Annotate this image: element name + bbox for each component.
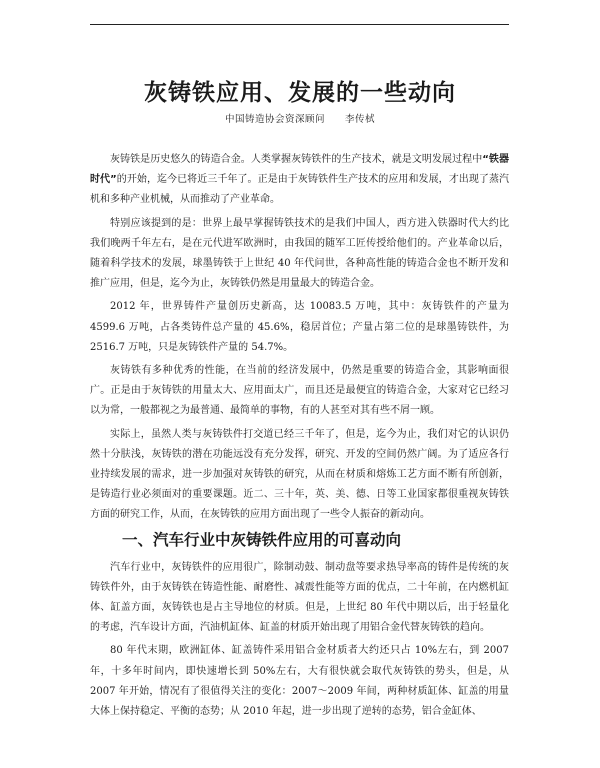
author-byline bbox=[0, 111, 600, 125]
header-rule bbox=[90, 24, 509, 25]
article-body bbox=[90, 150, 509, 725]
bold-term: “铁器时代” bbox=[90, 154, 509, 186]
paragraph-text: 的开始，迄今已将近三千年了。正是由于灰铸铁件生产技术的应用和发展，才出现了蒸汽机和多种产业机械，从而推动了产业革命。 bbox=[90, 174, 510, 206]
section-heading: 一、汽车行业中灰铸铁件应用的可喜动向 bbox=[122, 530, 402, 549]
paragraph-text: 灰铸铁是历史悠久的铸造合金。人类掌握灰铸铁件的生产技术，就是文明发展过程中 bbox=[110, 154, 483, 165]
author-name: 李传栻 bbox=[345, 114, 376, 125]
paragraph: 汽车行业中，灰铸铁件的应用很广，除制动鼓、制动盘等要求热导率高的铸件是传统的灰铸铁件外，由于灰铸铁在铸造性能、耐磨性、减震性能等方面的优点，二十年前，在内燃机缸体、缸盖方面，灰铸铁也是占主导地位的材质。但是，上世纪 80 年代中期以后，出于轻量化的考虑，汽车设计方面，汽油机缸体、缸盖的材质开始出现了用铝合金代替灰铸铁的趋向。 bbox=[90, 561, 509, 634]
paragraph: 特别应该提到的是：世界上最早掌握铸铁技术的是我们中国人，西方进入铁器时代大约比我们晚两千年左右，是在元代进军欧洲时，由我国的随军工匠传授给他们的。产业革命以后，随着科学技术的发展，球墨铸铁于上世纪 40 年代问世，各种高性能的铸造合金也不断开发和推广应用，但是，迄今为止，灰铸铁仍然是用量最大的铸造合金。 bbox=[90, 217, 509, 290]
paragraph: 2012 年，世界铸件产量创历史新高，达 10083.5 万吨，其中：灰铸铁件的产量为 4599.6 万吨，占各类铸件总产量的 45.6%，稳居首位；产量占第二位的是球墨铸铁件，为 2516.7 万吨，只是灰铸铁件产量的 54.7%。 bbox=[90, 301, 509, 353]
author-affiliation: 中国铸造协会资深顾问 bbox=[224, 114, 325, 125]
paragraph: 灰铸铁有多种优秀的性能，在当前的经济发展中，仍然是重要的铸造合金，其影响面很广。正是由于灰铸铁的用量太大、应用面太广，而且还是最便宜的铸造合金，大家对它已经习以为常，一般都视之为最普通、最简单的事物，有的人甚至对其有些不屑一顾。 bbox=[90, 365, 509, 417]
paragraph: 80 年代末期，欧洲缸体、缸盖铸件采用铝合金材质者大约还只占 10%左右，到 2007 年，十多年时间内，即快速增长到 50%左右，大有很快就会取代灰铸铁的势头，但是，从 2007 年开始，情况有了很值得关注的变化：2007～2009 年间，两种材质缸体、缸盖的用量大体上保持稳定、平衡的态势；从 2010 年起，进一步出现了逆转的态势，铝合金缸体、 bbox=[90, 645, 509, 718]
paragraph bbox=[90, 150, 509, 211]
document-title: 灰铸铁应用、发展的一些动向 bbox=[144, 80, 456, 106]
paragraph: 实际上，虽然人类与灰铸铁件打交道已经三千年了，但是，迄今为止，我们对它的认识仍然十分肤浅，灰铸铁的潜在功能远没有充分发挥，研究、开发的空间仍然广阔。为了适应各行业持续发展的需求，进一步加强对灰铸铁的研究，从而在材质和熔炼工艺方面不断有所创新，是铸造行业必须面对的重要课题。近二、三十年，英、美、德、日等工业国家都很重视灰铸铁方面的研究工作，从而，在灰铸铁的应用方面出现了一些令人振奋的新动向。 bbox=[90, 428, 509, 521]
